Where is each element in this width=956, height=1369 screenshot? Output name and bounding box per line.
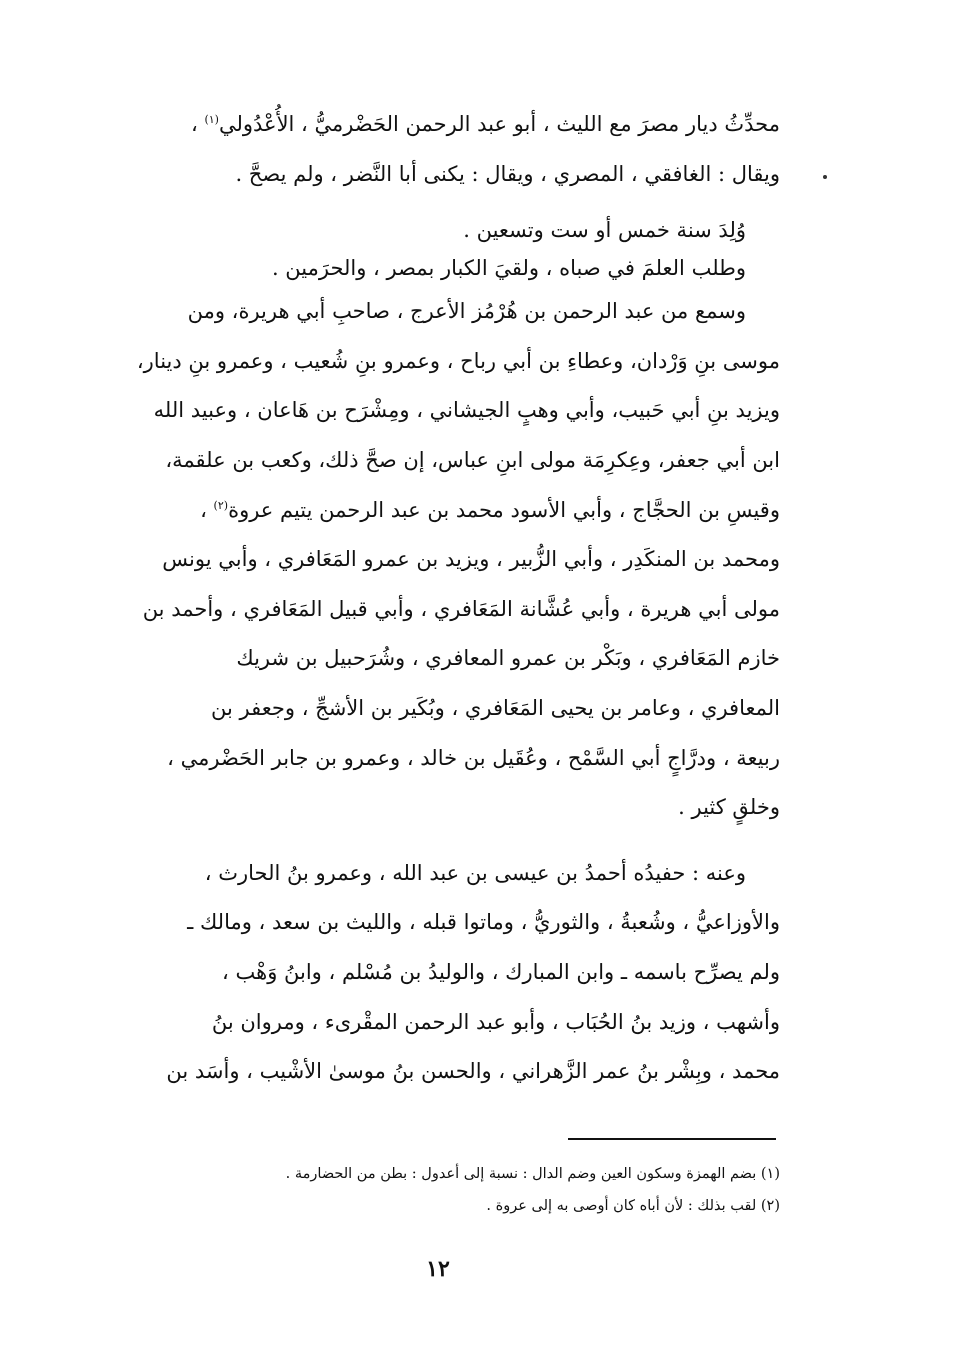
footnote-1: (١) بضم الهمزة وسكون العين وضم الدال : نسبة إلى أعدول : بطن من الحضارمة . (285, 1166, 780, 1182)
text-line-9 (116, 486, 780, 536)
page-number: ١٢ (426, 1256, 450, 1282)
text-line-19: وأشهب ، وزيد بنُ الحُبَاب ، وأبو عبد الرحمن المقْرىء ، ومروان بنُ (211, 1009, 780, 1034)
text-line-1-tail: ، (191, 112, 205, 136)
text-line-11: مولى أبي هريرة ، وأبي عُشَّانة المَعَافري ، وأبي قبيل المَعَافري ، وأحمد بن (142, 596, 780, 621)
text-line-9-tail: ، (200, 497, 214, 522)
text-line-7: ويزيد بنِ أبي حَبيب، وأبي وهبٍ الجيشاني ، ومِشْرَح بن هَاعان ، وعبيد الله (153, 398, 780, 423)
text-line-2: ويقال : الغافقي ، المصري ، ويقال : يكنى أبا النَّضر ، ولم يصحَّ . (235, 161, 780, 186)
text-line-1 (116, 100, 780, 150)
paragraph-gap (116, 833, 780, 849)
text-line-10: ومحمد بن المنكَدِر ، وأبي الزُّبير ، ويزيد بن عمرو المَعَافري ، وأبي يونس (162, 547, 780, 572)
text-line-14: ربيعة ، ودرَّاجٍ أبي السَّمْح ، وعُقَيل بن خالد ، وعمرو بن جابر الحَضْرمي ، (167, 745, 780, 770)
text-line-18: ولم يصرِّح باسمه ـ وابن المبارك ، والوليدُ بن مُسْلم ، وابنُ وَهْب ، (222, 959, 780, 984)
text-line-12: خازم المَعَافري ، وبَكْر بن عمرو المعافري ، وشُرَحبيل بن شريك (236, 646, 780, 671)
text-line-1-content: محدِّثُ ديار مصرَ مع الليث ، أبو عبد الرحمن الحَضْرميُّ ، الأُعْدُولي (218, 112, 780, 136)
footnotes (116, 1158, 780, 1222)
text-line-3: وُلِدَ سنة خمس أو ست وتسعين . (463, 218, 746, 243)
text-line-16: وعنه : حفيدُه أحمدُ بن عيسى بن عبد الله ، وعمرو بنُ الحارث ، (204, 860, 746, 885)
footnote-ref-1[interactable]: (١) (204, 113, 219, 126)
footnote-ref-2[interactable]: (٢) (213, 498, 229, 512)
text-line-20: محمد ، وبِشْر بنُ عمر الزَّهراني ، والحسن بنُ موسىٰ الأشْيب ، وأسَد بن (166, 1059, 780, 1084)
text-line-5: وسمع من عبد الرحمن بن هُرْمُز الأعرج ، صاحبِ أبي هريرة، ومن (187, 299, 746, 324)
paragraph-gap (116, 199, 780, 211)
text-line-13: المعافري ، وعامر بن يحيى المَعَافري ، وبُكَير بن الأشجِّ ، وجعفر بن (211, 695, 780, 720)
text-line-9-content: وقيسِ بن الحجَّاج ، وأبي الأسود محمد بن عبد الرحمن يتيم عروة (228, 497, 780, 522)
text-line-8: ابن أبي جعفر، وعِكرِمَة مولى ابنِ عباس، إن صحَّ ذلك، وكعب بن علقمة، (165, 447, 780, 472)
text-line-6: موسى بنِ وَرْدان، وعطاءِ بن أبي رباح ، وعمرو بنِ شُعيب ، وعمرو بنِ دينار، (136, 348, 780, 373)
footnote-2: (٢) لقب بذلك : لأن أباه كان أوصى به إلى عروة . (486, 1198, 780, 1214)
main-text (116, 100, 780, 1097)
text-line-4: وطلب العلمَ في صباه ، ولقيَ الكبار بمصر ، والحرَمين . (271, 256, 746, 281)
text-line-17: والأوزاعيُّ ، وشُعبةُ ، والثوريُّ ، وماتوا قبله ، والليث بن سعد ، ومالك ـ (187, 910, 780, 935)
text-line-15: وخلقٍ كثير . (678, 795, 780, 820)
margin-dot (823, 175, 827, 179)
footnote-divider (568, 1138, 776, 1140)
